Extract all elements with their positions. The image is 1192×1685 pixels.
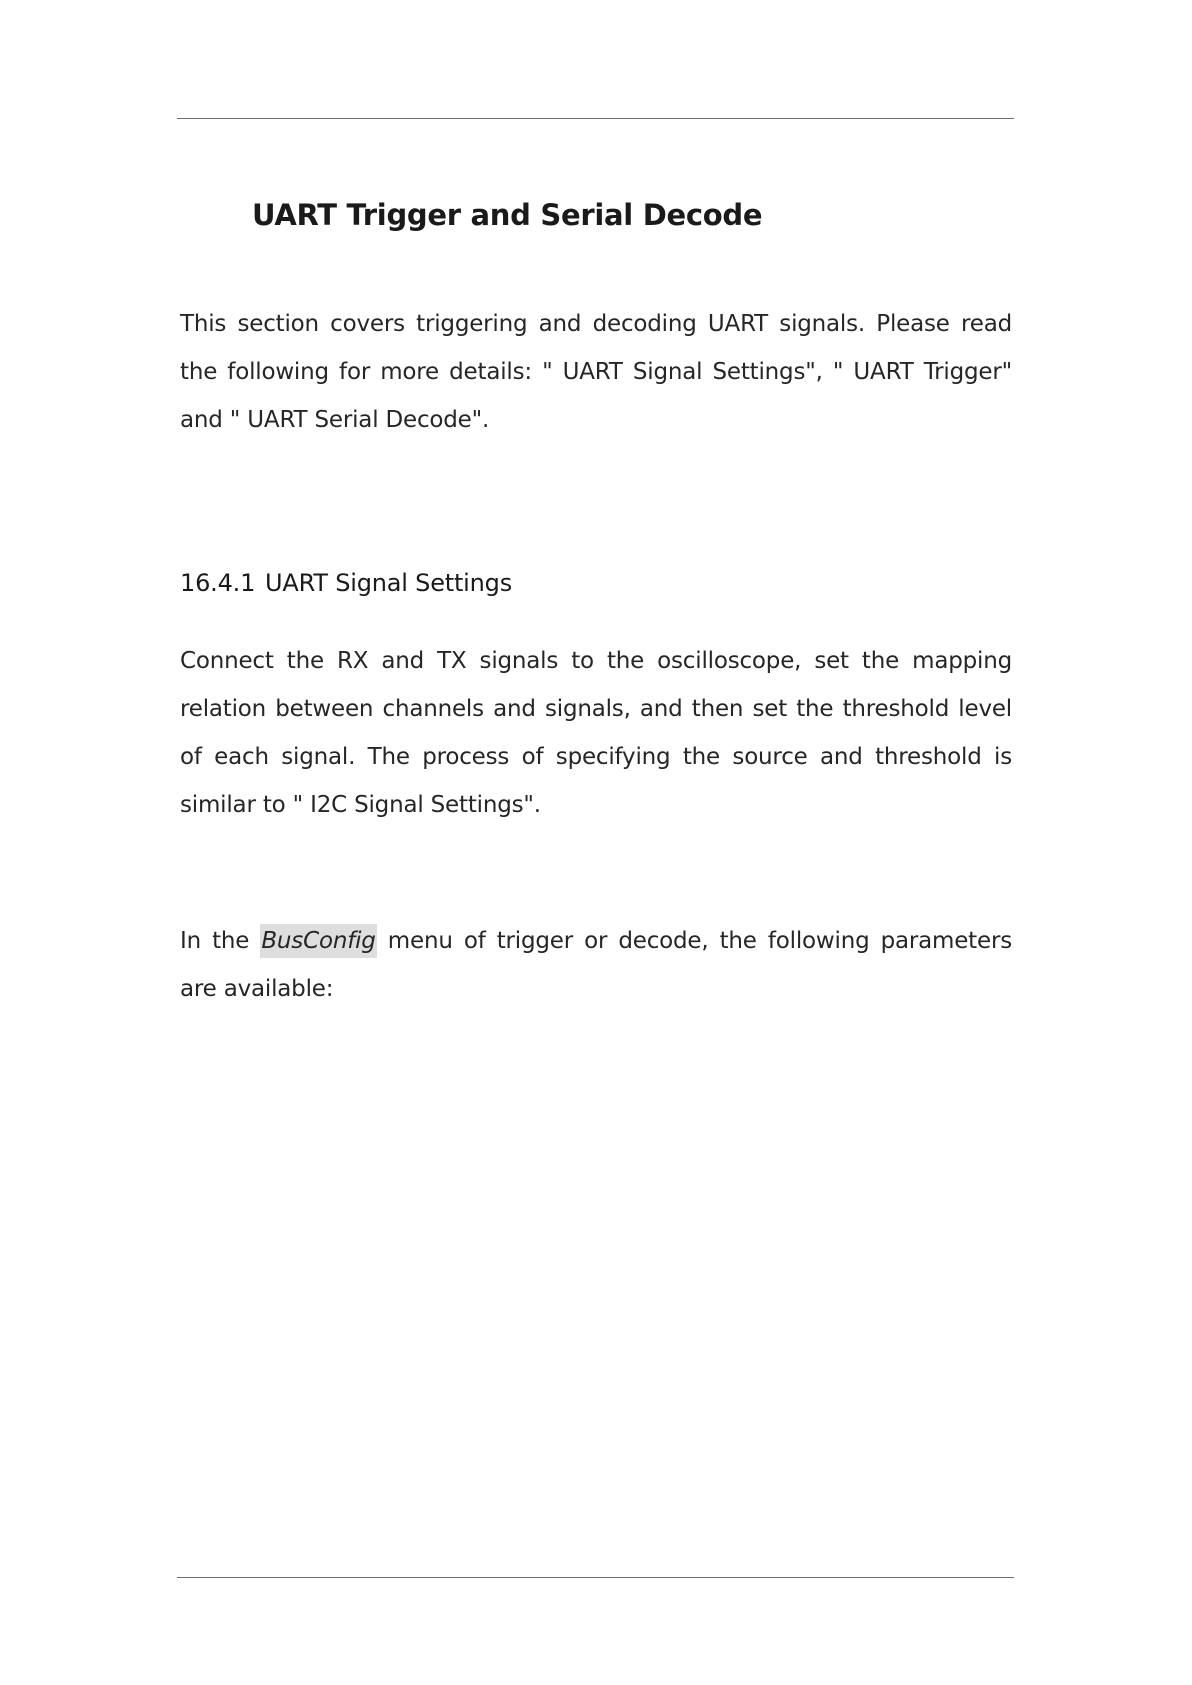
subsection-heading: [180, 569, 512, 597]
subsection-number: 16.4.1: [180, 569, 256, 597]
busconfig-menu-reference: BusConfig: [260, 924, 376, 958]
busconfig-text-after: menu of trigger or decode, the following parameters are available:: [180, 928, 1012, 1002]
header-rule: [177, 118, 1014, 119]
section-title: UART Trigger and Serial Decode: [252, 198, 763, 232]
busconfig-paragraph: [180, 917, 1012, 1013]
footer-rule: [177, 1577, 1014, 1578]
signal-settings-paragraph: Connect the RX and TX signals to the oscilloscope, set the mapping relation between channels and signals, and then set the threshold level of each signal. The process of specifying the source and threshold is similar to " I2C Signal Settings".: [180, 648, 1012, 818]
busconfig-text-before: In the: [180, 928, 261, 954]
intro-paragraph: This section covers triggering and decoding UART signals. Please read the following for more details: " UART Signal Settings", " UART Trigger" and " UART Serial Decode".: [180, 311, 1012, 433]
subsection-title: UART Signal Settings: [265, 569, 512, 597]
